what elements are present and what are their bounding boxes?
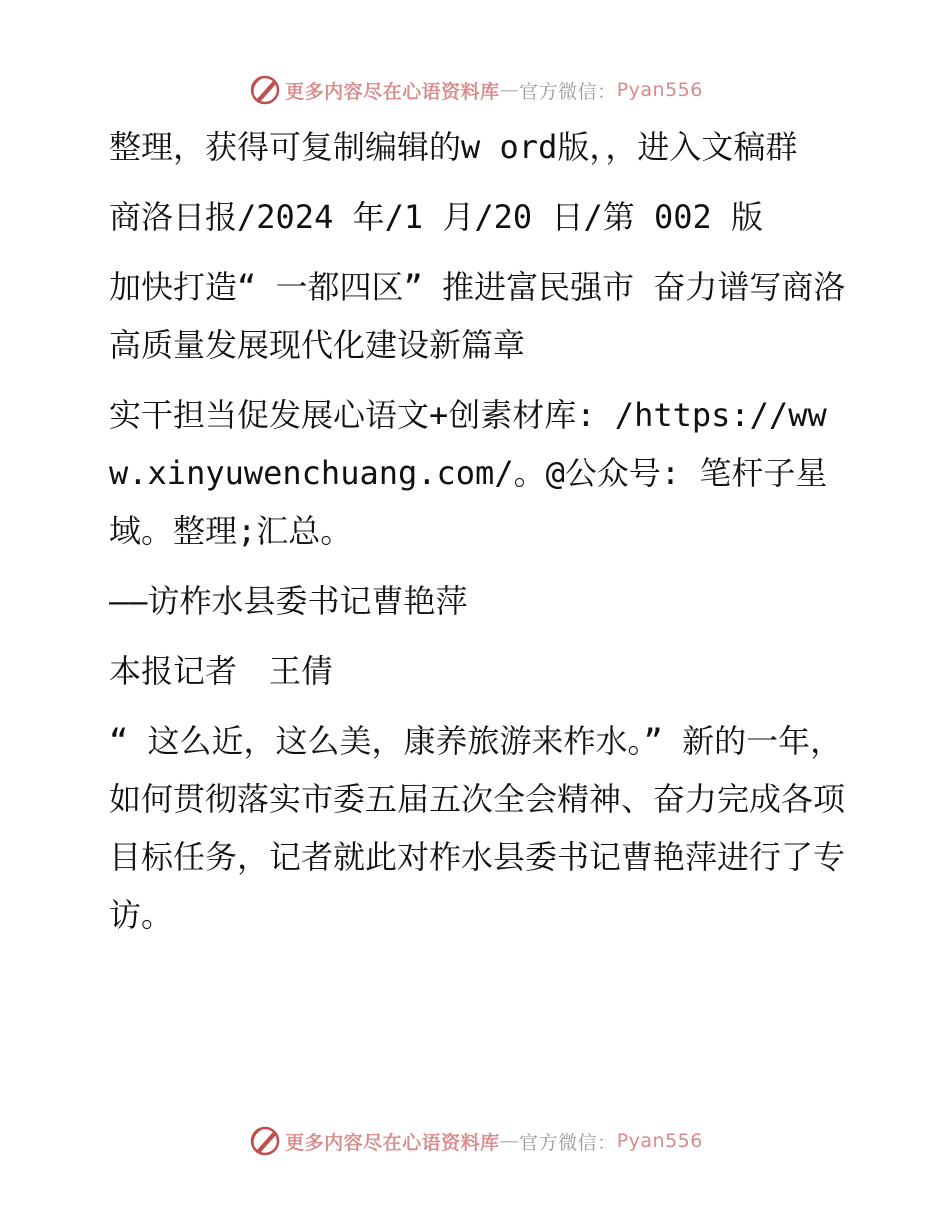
watermark-main-text: 更多内容尽在心语资料库 xyxy=(285,80,500,103)
watermark-dash: — xyxy=(499,79,520,101)
article-title: 加快打造“ 一都四区” 推进富民强市 奋力谱写商洛高质量发展现代化建设新篇章 xyxy=(109,268,846,364)
watermark-logo-icon xyxy=(247,72,283,108)
watermark-label: 官方微信： xyxy=(519,1131,617,1154)
article-byline: 本报记者 王倩 xyxy=(109,652,334,690)
paragraph-lead: “ 这么近，这么美，康养旅游来柞水。” 新的一年，如何贯彻落实市委五届五次全会精神、奋力完成各项目标任务，记者就此对柞水县委书记曹艳萍进行了专访。 xyxy=(109,722,846,934)
watermark-id: Pyan556 xyxy=(616,1130,703,1152)
header-watermark xyxy=(0,70,950,110)
paragraph-library-note: 实干担当促发展心语文+创素材库: /https://www.xinyuwenchuang.com/。@公众号: 笔杆子星域。整理;汇总。 xyxy=(109,396,828,550)
watermark-logo-icon xyxy=(247,1123,283,1159)
watermark-id: Pyan556 xyxy=(616,79,703,101)
article-subtitle: ——访柞水县委书记曹艳萍 xyxy=(109,582,468,620)
watermark-label: 官方微信： xyxy=(519,80,617,103)
footer-watermark xyxy=(0,1121,950,1161)
watermark-dash: — xyxy=(499,1130,520,1152)
document-body xyxy=(97,118,857,956)
paragraph-intro: 整理，获得可复制编辑的w ord版，，进入文稿群 xyxy=(109,128,798,166)
watermark-main-text: 更多内容尽在心语资料库 xyxy=(285,1131,500,1154)
paragraph-source: 商洛日报/2024 年/1 月/20 日/第 002 版 xyxy=(109,198,764,236)
